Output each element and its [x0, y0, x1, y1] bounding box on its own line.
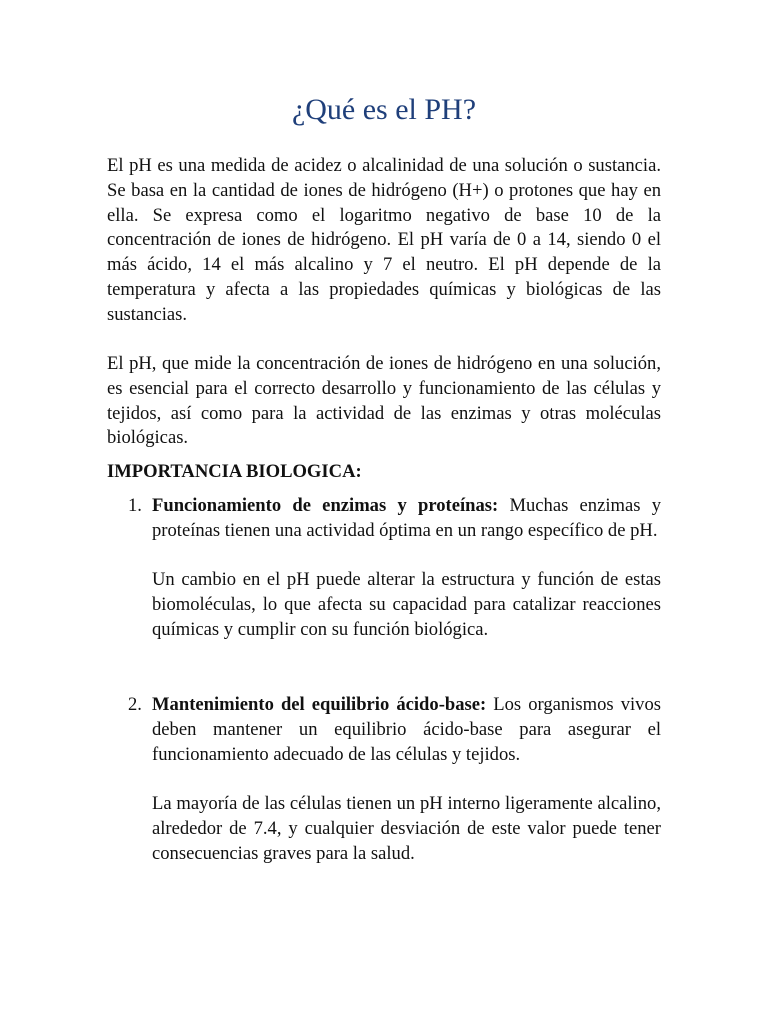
- list-item-description: Los organismos vivos deben mantener un equilibrio ácido-base para asegurar el funcionamiento adecuado de las células y tejidos.: [152, 694, 661, 765]
- list-item-term: Funcionamiento de enzimas y proteínas:: [152, 495, 499, 516]
- section-heading: IMPORTANCIA BIOLOGICA:: [107, 461, 362, 482]
- intro-paragraph: El pH es una medida de acidez o alcalinidad de una solución o sustancia. Se basa en la cantidad de iones de hidrógeno (H+) o protones que hay en ella. Se expresa como el logaritmo negativo de base 10 de la concentración de iones de hidrógeno. El pH varía de 0 a 14, siendo 0 el más ácido, 14 el más alcalino y 7 el neutro. El pH depende de la temperatura y afecta a las propiedades químicas y biológicas de las sustancias.: [107, 155, 661, 325]
- page-title: ¿Qué es el PH?: [291, 93, 477, 126]
- list-item-detail: Un cambio en el pH puede alterar la estructura y función de estas biomoléculas, lo que afecta su capacidad para catalizar reacciones químicas y cumplir con su función biológica.: [152, 569, 661, 640]
- list-item-description: Muchas enzimas y proteínas tienen una actividad óptima en un rango específico de pH.: [152, 495, 661, 541]
- list-item-text: [152, 494, 661, 544]
- list-item-detail: La mayoría de las células tienen un pH interno ligeramente alcalino, alrededor de 7.4, y cualquier desviación de este valor puede tener consecuencias graves para la salud.: [152, 793, 661, 864]
- list-number: 1.: [128, 495, 142, 516]
- list-item: [107, 494, 661, 643]
- second-paragraph: El pH, que mide la concentración de iones de hidrógeno en una solución, es esencial para el correcto desarrollo y funcionamiento de las células y tejidos, así como para la actividad de las enzimas y otras moléculas biológicas.: [107, 353, 661, 449]
- list-number: 2.: [128, 694, 142, 715]
- list-item-text: [152, 693, 661, 767]
- list-item: [107, 693, 661, 867]
- list-item-term: Mantenimiento del equilibrio ácido-base:: [152, 694, 487, 715]
